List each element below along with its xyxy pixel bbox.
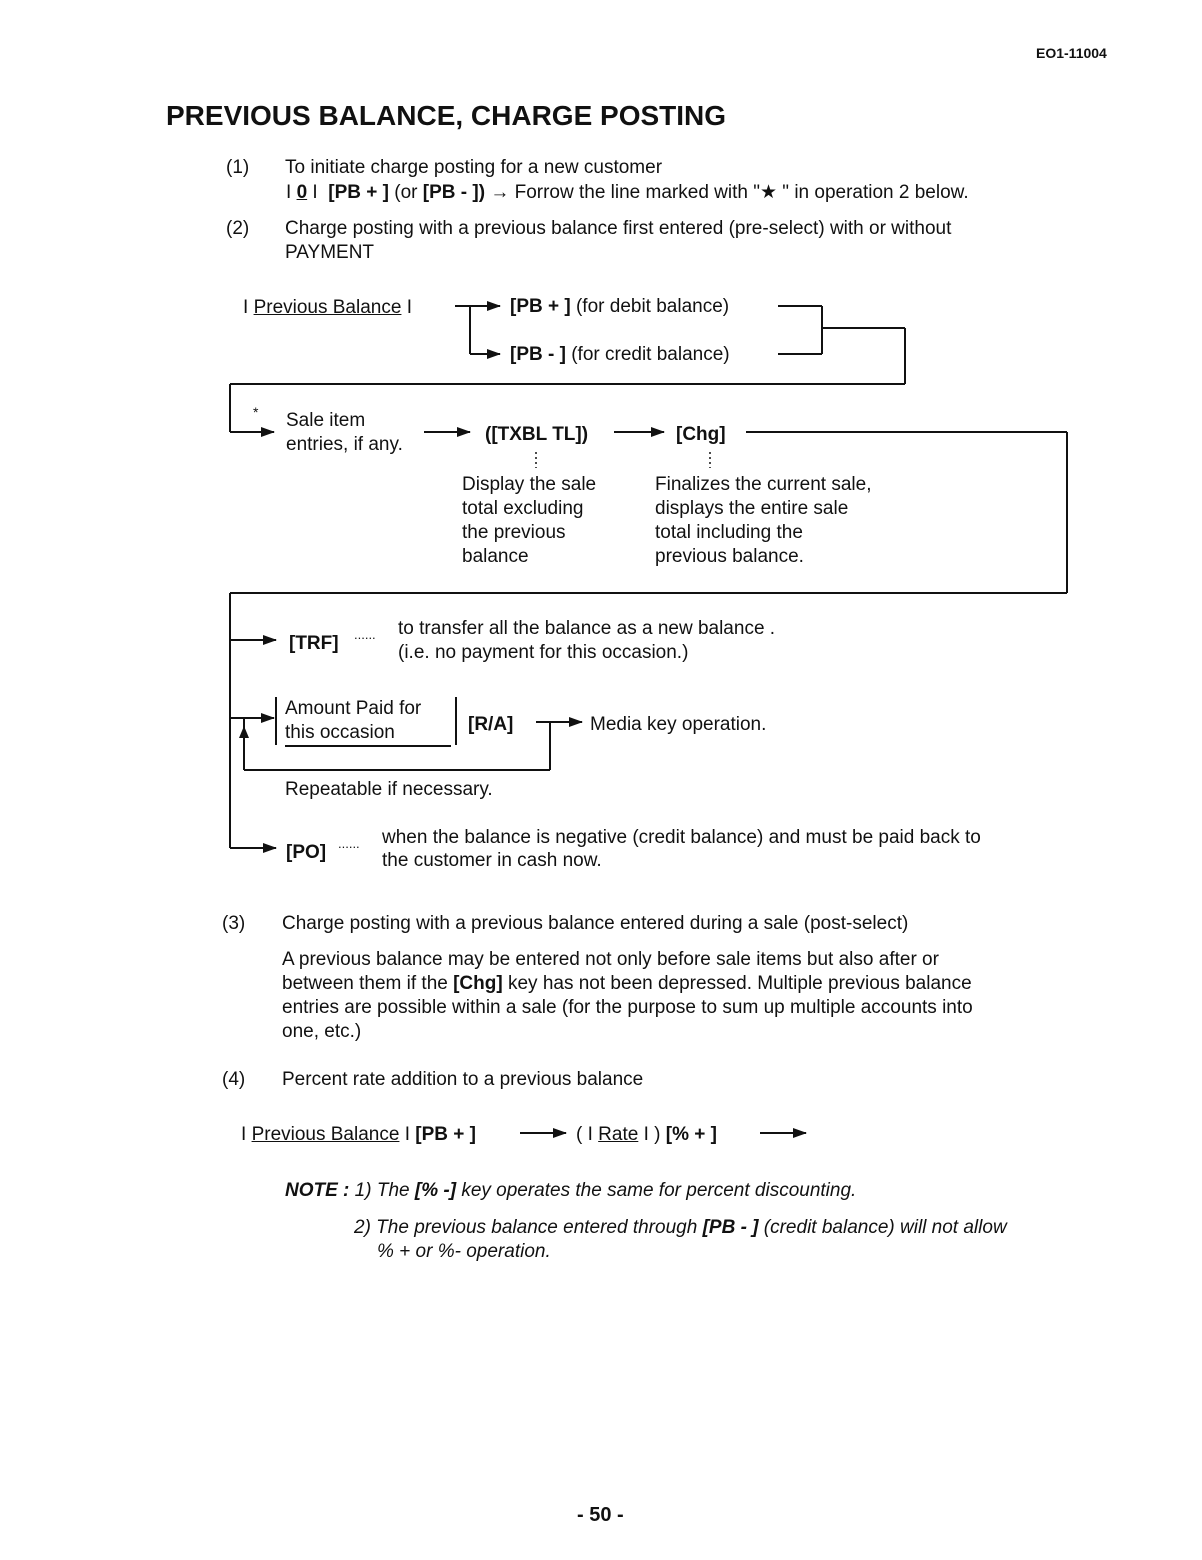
text: (credit balance) will not allow [763, 1217, 1007, 1238]
pb-plus-desc: (for debit balance) [575, 296, 730, 317]
amount-paid-line2: this occasion [285, 721, 451, 747]
po-desc-2: the customer in cash now. [382, 850, 602, 871]
item4-number: (4) [222, 1069, 246, 1090]
po-desc-1: when the balance is negative (credit balance) and must be paid back to [382, 827, 981, 848]
bar: I [286, 182, 292, 203]
bar: I [241, 1124, 247, 1145]
note-2 [354, 1216, 1007, 1240]
pb-plus-key: [PB + ] [328, 182, 389, 203]
txbl-desc-1: Display the sale [462, 474, 597, 495]
amount-paid-line1: Amount Paid for [285, 698, 422, 719]
trf-dots: ...... [354, 627, 376, 642]
zero-key: 0 [296, 182, 308, 203]
trf-desc-1: to transfer all the balance as a new balance . [398, 618, 776, 639]
item1-text: To initiate charge posting for a new customer [285, 157, 663, 178]
pb-minus-key: [PB - ] [702, 1217, 759, 1238]
item2-line2: PAYMENT [285, 242, 375, 263]
sale-item-line2: entries, if any. [286, 434, 403, 455]
paren: I ) [643, 1124, 661, 1145]
txbl-desc-3: the previous [462, 522, 566, 543]
follow-text: → Forrow the line marked with "★ " in operation 2 below. [490, 182, 969, 203]
item3-number: (3) [222, 913, 246, 934]
doc-number: EO1-11004 [1036, 45, 1107, 61]
or-text: (or [394, 182, 418, 203]
chg-desc-1: Finalizes the current sale, [655, 474, 872, 495]
pct-plus-key: [% + ] [665, 1124, 717, 1145]
bar: I [406, 297, 412, 318]
pb-minus-key: [PB - ] [510, 344, 566, 365]
prev-balance-label: Previous Balance [251, 1124, 400, 1145]
page-number: - 50 - [577, 1504, 624, 1526]
txbl-tl-key: ([TXBL TL]) [485, 424, 589, 445]
ra-key: [R/A] [468, 714, 514, 735]
bar: I [404, 1124, 410, 1145]
text: key operates the same for percent discounting. [461, 1180, 857, 1201]
item4-heading: Percent rate addition to a previous balance [282, 1069, 644, 1090]
chg-desc-3: total including the [655, 522, 803, 543]
trf-key: [TRF] [289, 633, 339, 654]
note-label: NOTE : [285, 1180, 350, 1201]
pb-plus-key: [PB + ] [415, 1124, 476, 1145]
note-1 [285, 1179, 856, 1203]
sale-item-line1: Sale item [286, 410, 366, 431]
prev-balance-input [243, 296, 412, 320]
chg-key: [Chg] [453, 973, 503, 994]
po-key: [PO] [286, 842, 327, 863]
trf-desc-2: (i.e. no payment for this occasion.) [398, 642, 689, 663]
text: 2) The previous balance entered through [354, 1217, 698, 1238]
po-dots: ...... [338, 836, 360, 851]
pb-minus-row [510, 343, 730, 367]
pb-minus-key: [PB - ]) [422, 182, 486, 203]
paren: ( I [576, 1124, 593, 1145]
bar: I [243, 297, 249, 318]
rate-label: Rate [598, 1124, 639, 1145]
text: 1) The [354, 1180, 410, 1201]
item3-para-1: A previous balance may be entered not only before sale items but also after or [282, 949, 939, 970]
bar: I [312, 182, 318, 203]
item2-line1: Charge posting with a previous balance first entered (pre-select) with or without [285, 218, 952, 239]
star-mark: * [253, 404, 259, 420]
prev-balance-label: Previous Balance [253, 297, 402, 318]
note-2-cont: % + or %- operation. [377, 1241, 551, 1262]
page-title: PREVIOUS BALANCE, CHARGE POSTING [166, 100, 727, 131]
txbl-desc-2: total excluding [462, 498, 584, 519]
pb-plus-row [510, 295, 729, 319]
pct-minus-key: [% -] [414, 1180, 457, 1201]
pb-minus-desc: (for credit balance) [571, 344, 730, 365]
media-key-text: Media key operation. [590, 714, 767, 735]
item1-number: (1) [226, 157, 250, 178]
item3-para-2 [282, 972, 972, 996]
item4-sequence-left [241, 1123, 476, 1147]
item4-sequence-right [576, 1123, 717, 1147]
pb-plus-key: [PB + ] [510, 296, 571, 317]
repeatable-text: Repeatable if necessary. [285, 779, 493, 800]
text: key has not been depressed. Multiple previous balance [507, 973, 972, 994]
chg-desc-2: displays the entire sale [655, 498, 849, 519]
text: between them if the [282, 973, 448, 994]
item3-heading: Charge posting with a previous balance entered during a sale (post-select) [282, 913, 909, 934]
item2-number: (2) [226, 218, 250, 239]
item3-para-4: one, etc.) [282, 1021, 362, 1042]
txbl-desc-4: balance [462, 546, 529, 567]
item3-para-3: entries are possible within a sale (for the purpose to sum up multiple accounts into [282, 997, 973, 1018]
chg-desc-4: previous balance. [655, 546, 804, 567]
chg-key: [Chg] [676, 424, 726, 445]
